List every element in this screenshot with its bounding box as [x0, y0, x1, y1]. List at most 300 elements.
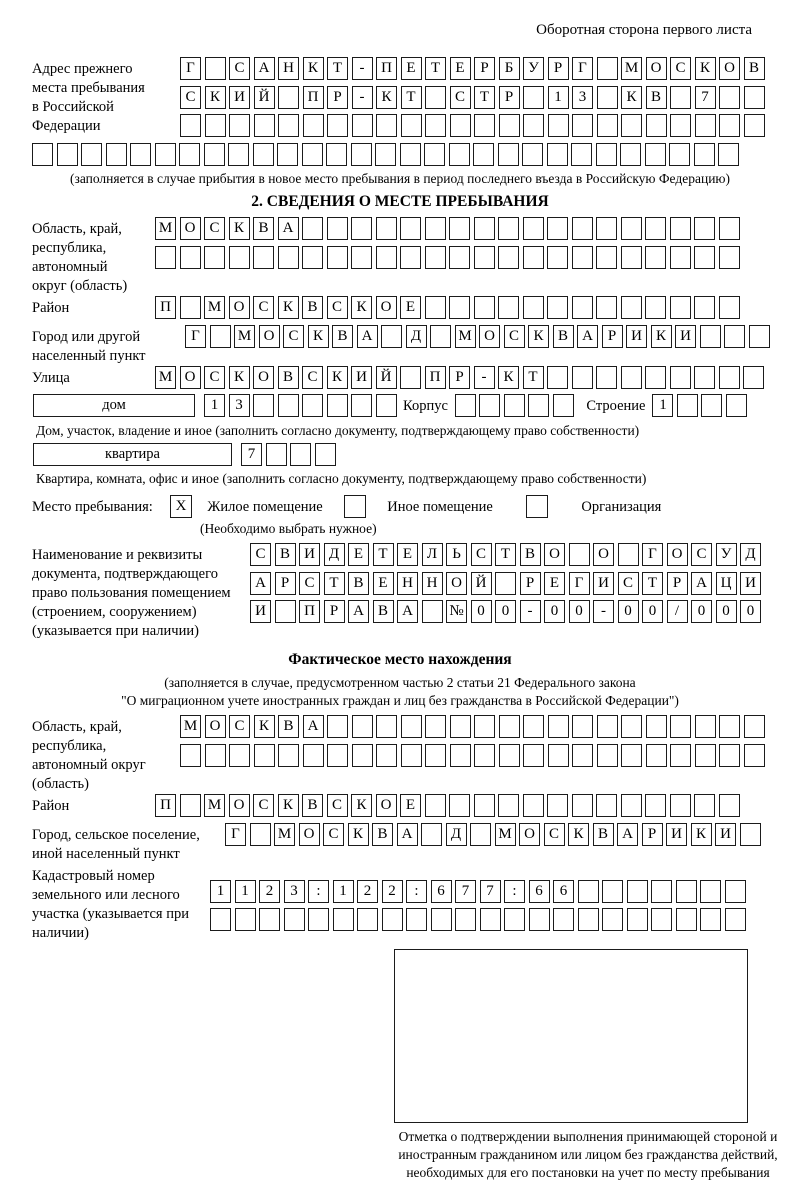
char-cell	[597, 114, 618, 137]
char-cell: 6	[553, 880, 574, 903]
char-cell: О	[376, 296, 397, 319]
char-cell: О	[593, 543, 614, 566]
document-row-1[interactable]	[250, 543, 765, 567]
char-cell: Л	[422, 543, 443, 566]
char-cell: О	[667, 543, 688, 566]
char-cell: Д	[406, 325, 427, 348]
char-cell: К	[621, 86, 642, 109]
char-cell: П	[303, 86, 324, 109]
kadastr-row-2[interactable]	[210, 908, 749, 932]
stamp-caption: Отметка о подтверждении выполнения принимающей стороной и иностранным гражданином или лицом без гражданства действий, необходимых для его постановки на учет по месту пребывания	[398, 1128, 778, 1180]
char-cell	[498, 794, 519, 817]
raion-label: Район	[32, 300, 70, 316]
char-cell	[700, 880, 721, 903]
char-cell	[376, 246, 397, 269]
char-cell	[253, 246, 274, 269]
char-cell	[401, 715, 422, 738]
char-cell	[351, 246, 372, 269]
oblast-row-2[interactable]	[155, 246, 743, 270]
char-cell	[480, 908, 501, 931]
char-cell	[327, 715, 348, 738]
char-cell: Ь	[446, 543, 467, 566]
char-cell	[204, 143, 225, 166]
char-cell: К	[351, 794, 372, 817]
char-cell: 3	[284, 880, 305, 903]
char-cell: Р	[520, 572, 541, 595]
gorod-row[interactable]	[185, 325, 773, 349]
char-cell	[473, 143, 494, 166]
char-cell	[578, 880, 599, 903]
char-cell: А	[254, 57, 275, 80]
char-cell	[719, 86, 740, 109]
char-cell	[180, 794, 201, 817]
char-cell	[422, 600, 443, 623]
char-cell	[651, 880, 672, 903]
char-cell	[278, 394, 299, 417]
char-cell	[179, 143, 200, 166]
char-cell: И	[593, 572, 614, 595]
char-cell	[523, 715, 544, 738]
char-cell	[357, 908, 378, 931]
dom-box[interactable]: дом	[33, 394, 195, 417]
char-cell: К	[691, 823, 712, 846]
char-cell: В	[593, 823, 614, 846]
char-cell	[572, 715, 593, 738]
char-cell	[425, 246, 446, 269]
char-cell	[645, 296, 666, 319]
char-cell	[743, 366, 764, 389]
char-cell	[749, 325, 770, 348]
raion-row[interactable]	[155, 296, 743, 320]
char-cell: К	[695, 57, 716, 80]
char-cell	[670, 715, 691, 738]
dom-cells[interactable]	[204, 394, 400, 411]
char-cell	[499, 114, 520, 137]
char-cell	[278, 744, 299, 767]
char-cell: А	[357, 325, 378, 348]
char-cell	[621, 366, 642, 389]
char-cell	[308, 908, 329, 931]
char-cell: Е	[400, 794, 421, 817]
document-row-3[interactable]	[250, 600, 765, 624]
char-cell	[455, 394, 476, 417]
char-cell	[333, 908, 354, 931]
char-cell	[254, 744, 275, 767]
char-cell	[401, 744, 422, 767]
char-cell	[718, 143, 739, 166]
char-cell: У	[716, 543, 737, 566]
char-cell	[400, 217, 421, 240]
char-cell: К	[254, 715, 275, 738]
char-cell	[400, 366, 421, 389]
char-cell: К	[229, 217, 250, 240]
char-cell	[352, 114, 373, 137]
char-cell: П	[155, 296, 176, 319]
char-cell	[130, 143, 151, 166]
char-cell: М	[621, 57, 642, 80]
document-label: Наименование и реквизиты документа, подтверждающего право пользования помещением (строением, сооружением) (указывается при наличии)	[32, 547, 231, 639]
char-cell: Г	[180, 57, 201, 80]
char-cell: Н	[422, 572, 443, 595]
mesto-prebyvaniya-row	[32, 495, 800, 519]
char-cell	[425, 86, 446, 109]
document-row-2[interactable]	[250, 572, 765, 596]
char-cell: Р	[324, 600, 345, 623]
prev-address-row-1[interactable]	[180, 57, 768, 81]
char-cell: Г	[572, 57, 593, 80]
char-cell	[106, 143, 127, 166]
char-cell: Т	[474, 86, 495, 109]
char-cell: С	[283, 325, 304, 348]
char-cell: А	[691, 572, 712, 595]
char-cell	[352, 744, 373, 767]
oblast-field	[32, 217, 800, 296]
char-cell	[479, 394, 500, 417]
char-cell	[425, 296, 446, 319]
char-cell	[495, 572, 516, 595]
char-cell	[205, 57, 226, 80]
char-cell	[694, 794, 715, 817]
prev-address-row-4[interactable]	[32, 143, 800, 167]
char-cell: 0	[495, 600, 516, 623]
char-cell: Т	[373, 543, 394, 566]
char-cell: А	[617, 823, 638, 846]
char-cell: К	[351, 296, 372, 319]
char-cell	[290, 443, 311, 466]
char-cell: Е	[373, 572, 394, 595]
char-cell: -	[352, 86, 373, 109]
char-cell	[250, 823, 271, 846]
char-cell	[695, 715, 716, 738]
char-cell: О	[253, 366, 274, 389]
char-cell	[695, 744, 716, 767]
char-cell	[523, 794, 544, 817]
char-cell	[327, 744, 348, 767]
char-cell	[351, 217, 372, 240]
raion3-row[interactable]	[155, 794, 743, 818]
char-cell	[670, 744, 691, 767]
char-cell: И	[229, 86, 250, 109]
char-cell	[596, 366, 617, 389]
char-cell: В	[332, 325, 353, 348]
char-cell	[425, 715, 446, 738]
char-cell: 7	[455, 880, 476, 903]
char-cell: Е	[348, 543, 369, 566]
char-cell	[210, 908, 231, 931]
char-cell: 7	[695, 86, 716, 109]
korpus-label: Корпус	[403, 398, 448, 414]
char-cell: Д	[446, 823, 467, 846]
char-cell	[523, 114, 544, 137]
char-cell: 3	[229, 394, 250, 417]
char-cell: М	[180, 715, 201, 738]
char-cell: К	[528, 325, 549, 348]
char-cell	[254, 114, 275, 137]
char-cell	[547, 246, 568, 269]
char-cell	[719, 114, 740, 137]
char-cell: А	[397, 600, 418, 623]
char-cell	[621, 744, 642, 767]
char-cell	[449, 217, 470, 240]
kadastr-row-1[interactable]	[210, 880, 749, 904]
char-cell: К	[568, 823, 589, 846]
section3-note-line2: "О миграционном учете иностранных граждан и лиц без гражданства в Российской Федерации")	[121, 693, 679, 708]
char-cell	[670, 296, 691, 319]
char-cell	[645, 794, 666, 817]
char-cell: С	[691, 543, 712, 566]
char-cell	[670, 246, 691, 269]
char-cell: С	[471, 543, 492, 566]
char-cell: 1	[333, 880, 354, 903]
gorod3-row[interactable]	[225, 823, 764, 847]
char-cell	[430, 325, 451, 348]
char-cell	[523, 217, 544, 240]
char-cell	[57, 143, 78, 166]
char-cell: 3	[572, 86, 593, 109]
char-cell: 2	[382, 880, 403, 903]
char-cell: О	[205, 715, 226, 738]
prev-address-note: (заполняется в случае прибытия в новое место пребывания в период последнего въезда в Российскую Федерацию)	[69, 171, 731, 186]
char-cell: :	[406, 880, 427, 903]
char-cell	[572, 114, 593, 137]
oblast3-label: Область, край, республика, автономный округ (область)	[32, 719, 146, 792]
char-cell	[455, 908, 476, 931]
char-cell	[376, 217, 397, 240]
char-cell	[474, 114, 495, 137]
char-cell	[651, 908, 672, 931]
char-cell	[155, 143, 176, 166]
char-cell	[719, 794, 740, 817]
char-cell	[376, 744, 397, 767]
document-field	[32, 543, 800, 641]
char-cell: О	[229, 296, 250, 319]
char-cell	[578, 908, 599, 931]
char-cell	[266, 443, 287, 466]
char-cell	[670, 794, 691, 817]
char-cell: О	[229, 794, 250, 817]
stroenie-cells[interactable]	[652, 394, 750, 411]
char-cell	[646, 744, 667, 767]
char-cell	[523, 296, 544, 319]
char-cell: О	[446, 572, 467, 595]
char-cell	[498, 143, 519, 166]
char-cell	[602, 908, 623, 931]
char-cell: Й	[254, 86, 275, 109]
char-cell: М	[155, 366, 176, 389]
char-cell: Б	[499, 57, 520, 80]
raion-field	[32, 296, 800, 325]
char-cell: В	[278, 366, 299, 389]
char-cell	[618, 543, 639, 566]
char-cell	[474, 246, 495, 269]
char-cell	[499, 744, 520, 767]
stroenie-label: Строение	[586, 398, 646, 414]
char-cell: Г	[185, 325, 206, 348]
char-cell: Е	[397, 543, 418, 566]
char-cell: 1	[548, 86, 569, 109]
prev-address-row-2[interactable]	[180, 86, 768, 110]
char-cell: Р	[474, 57, 495, 80]
char-cell	[597, 744, 618, 767]
section3-note-line1: (заполняется в случае, предусмотренном частью 2 статьи 21 Федерального закона	[164, 675, 636, 690]
char-cell	[204, 246, 225, 269]
char-cell: В	[253, 217, 274, 240]
char-cell: С	[204, 366, 225, 389]
kadastr-label: Кадастровый номер земельного или лесного участка (указывается при наличии)	[32, 867, 189, 941]
oblast-row-1[interactable]	[155, 217, 743, 241]
char-cell	[670, 366, 691, 389]
char-cell	[424, 143, 445, 166]
char-cell: 7	[480, 880, 501, 903]
char-cell: Н	[397, 572, 418, 595]
char-cell: И	[299, 543, 320, 566]
char-cell	[596, 246, 617, 269]
char-cell: Д	[740, 543, 761, 566]
char-cell: Т	[401, 86, 422, 109]
char-cell	[401, 114, 422, 137]
char-cell	[210, 325, 231, 348]
char-cell	[719, 217, 740, 240]
char-cell	[669, 143, 690, 166]
char-cell: Р	[548, 57, 569, 80]
char-cell	[719, 744, 740, 767]
char-cell	[302, 217, 323, 240]
char-cell: С	[327, 794, 348, 817]
char-cell: Й	[376, 366, 397, 389]
oblast3-field	[32, 715, 800, 794]
char-cell: Р	[667, 572, 688, 595]
char-cell	[449, 296, 470, 319]
char-cell: -	[593, 600, 614, 623]
char-cell	[602, 880, 623, 903]
char-cell	[621, 246, 642, 269]
char-cell: К	[278, 296, 299, 319]
char-cell	[180, 114, 201, 137]
char-cell	[425, 794, 446, 817]
char-cell	[572, 366, 593, 389]
char-cell	[303, 744, 324, 767]
char-cell	[620, 143, 641, 166]
char-cell	[719, 715, 740, 738]
char-cell: А	[303, 715, 324, 738]
char-cell	[572, 217, 593, 240]
char-cell: П	[376, 57, 397, 80]
dom-caption: Дом, участок, владение и иное (заполнить согласно документу, подтверждающему право собственности)	[36, 422, 640, 438]
char-cell	[571, 143, 592, 166]
char-cell	[726, 394, 747, 417]
char-cell	[744, 86, 765, 109]
char-cell: У	[523, 57, 544, 80]
char-cell	[724, 325, 745, 348]
char-cell: О	[479, 325, 500, 348]
char-cell: С	[204, 217, 225, 240]
char-cell	[499, 715, 520, 738]
char-cell	[740, 823, 761, 846]
char-cell: С	[544, 823, 565, 846]
char-cell: О	[299, 823, 320, 846]
char-cell: С	[299, 572, 320, 595]
char-cell: К	[376, 86, 397, 109]
char-cell	[302, 246, 323, 269]
oblast-label: Область, край, республика, автономный округ (область)	[32, 221, 128, 294]
char-cell: К	[303, 57, 324, 80]
char-cell	[498, 246, 519, 269]
char-cell	[382, 908, 403, 931]
char-cell	[694, 366, 715, 389]
oblast3-row-2[interactable]	[180, 744, 768, 768]
char-cell	[278, 86, 299, 109]
oblast3-row-1[interactable]	[180, 715, 768, 739]
char-cell: А	[577, 325, 598, 348]
char-cell	[572, 246, 593, 269]
zhiloe-checkbox[interactable]: X	[170, 495, 192, 518]
char-cell	[275, 600, 296, 623]
char-cell: Й	[471, 572, 492, 595]
ulitsa-field	[32, 366, 800, 395]
char-cell: О	[180, 366, 201, 389]
raion3-field	[32, 794, 800, 823]
char-cell	[449, 143, 470, 166]
char-cell	[695, 114, 716, 137]
char-cell: В	[302, 296, 323, 319]
stamp-box	[394, 949, 748, 1123]
char-cell	[376, 715, 397, 738]
page-side-note: Оборотная сторона первого листа	[536, 22, 752, 38]
char-cell	[277, 143, 298, 166]
char-cell	[450, 715, 471, 738]
char-cell: П	[155, 794, 176, 817]
organizatsiya-checkbox[interactable]	[526, 495, 548, 518]
korpus-cells[interactable]	[455, 394, 578, 411]
char-cell: С	[670, 57, 691, 80]
char-cell: А	[250, 572, 271, 595]
char-cell: 2	[357, 880, 378, 903]
char-cell	[670, 217, 691, 240]
char-cell	[498, 217, 519, 240]
char-cell	[547, 794, 568, 817]
char-cell: И	[740, 572, 761, 595]
char-cell: 2	[259, 880, 280, 903]
char-cell	[569, 543, 590, 566]
char-cell	[597, 57, 618, 80]
kvartira-box[interactable]: квартира	[33, 443, 232, 466]
char-cell: М	[204, 794, 225, 817]
stamp-area	[32, 949, 800, 1180]
ulitsa-row[interactable]	[155, 366, 768, 390]
prev-address-row-3[interactable]	[180, 114, 768, 138]
char-cell: Г	[569, 572, 590, 595]
char-cell	[523, 86, 544, 109]
char-cell	[229, 246, 250, 269]
char-cell	[205, 114, 226, 137]
char-cell	[259, 908, 280, 931]
char-cell	[627, 880, 648, 903]
prev-address-rows	[180, 57, 768, 143]
char-cell	[596, 794, 617, 817]
char-cell	[621, 217, 642, 240]
char-cell: К	[229, 366, 250, 389]
kvartira-cells[interactable]	[241, 443, 339, 460]
char-cell: С	[323, 823, 344, 846]
char-cell: К	[308, 325, 329, 348]
inoe-label: Иное помещение	[387, 499, 493, 515]
char-cell: К	[498, 366, 519, 389]
char-cell: В	[348, 572, 369, 595]
char-cell	[327, 394, 348, 417]
char-cell: П	[299, 600, 320, 623]
char-cell: 6	[431, 880, 452, 903]
inoe-checkbox[interactable]	[344, 495, 366, 518]
